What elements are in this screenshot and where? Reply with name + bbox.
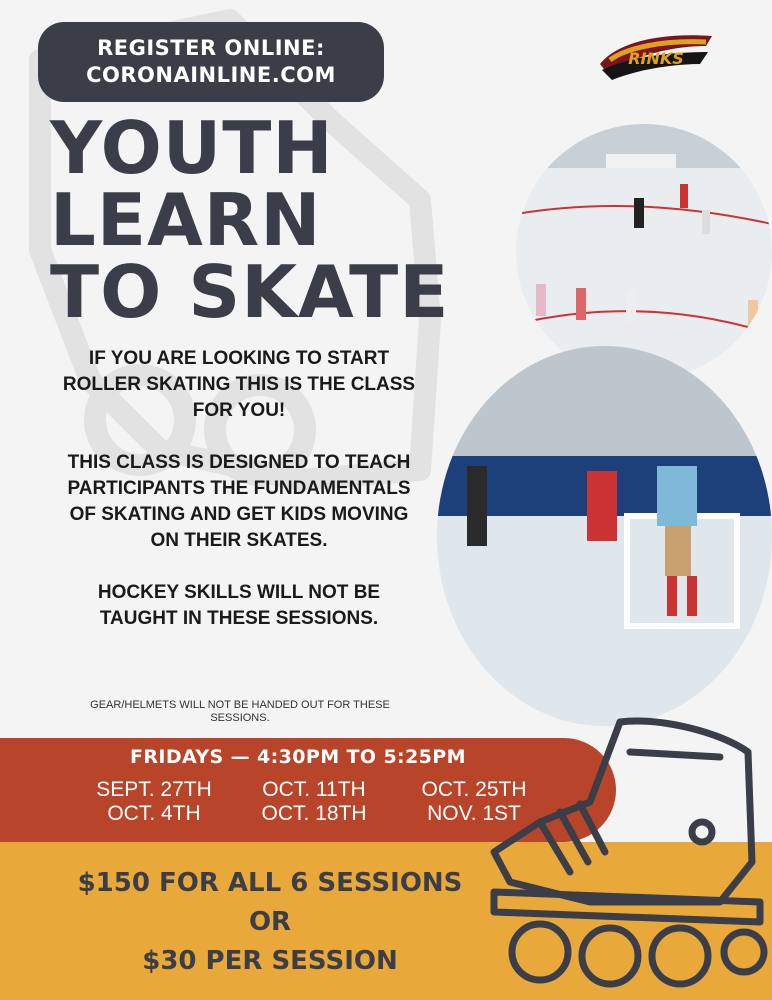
- register-banner[interactable]: [38, 22, 384, 102]
- date-item: OCT. 4TH: [107, 802, 201, 825]
- rink-photo-bottom: [437, 346, 772, 726]
- date-item: SEPT. 27TH: [96, 778, 212, 801]
- intro-paragraph: IF YOU ARE LOOKING TO START ROLLER SKATING THIS IS THE CLASS FOR YOU!: [62, 348, 416, 421]
- title-line-2: LEARN: [50, 178, 322, 262]
- price-or: OR: [248, 907, 292, 937]
- logo-text: RINKS: [628, 49, 684, 68]
- rink-photo-top: [516, 124, 772, 380]
- title-line-3: TO SKATE: [50, 250, 450, 334]
- inline-skate-icon: [470, 712, 772, 1000]
- schedule-heading: FRIDAYS — 4:30PM TO 5:25PM: [130, 746, 466, 768]
- title-line-1: YOUTH: [50, 106, 334, 190]
- date-item: OCT. 11TH: [262, 778, 366, 801]
- date-item: OCT. 25TH: [421, 778, 527, 801]
- class-description: THIS CLASS IS DESIGNED TO TEACH PARTICIPANTS THE FUNDAMENTALS OF SKATING AND GET KIDS MOVING ON THEIR SKATES.: [67, 452, 411, 551]
- page-title: [50, 106, 470, 334]
- date-item: NOV. 1ST: [427, 802, 521, 825]
- date-item: OCT. 18TH: [261, 802, 367, 825]
- gear-notice: GEAR/HELMETS WILL NOT BE HANDED OUT FOR THESE SESSIONS.: [90, 699, 390, 724]
- pricing-text: [40, 864, 500, 981]
- register-url[interactable]: CORONAINLINE.COM: [86, 63, 336, 87]
- register-label: REGISTER ONLINE:: [97, 36, 325, 60]
- description: [58, 346, 420, 632]
- hockey-notice: HOCKEY SKILLS WILL NOT BE TAUGHT IN THESE SESSIONS.: [97, 582, 381, 629]
- price-full: $150 FOR ALL 6 SESSIONS: [77, 868, 463, 898]
- price-per-session: $30 PER SESSION: [142, 946, 398, 976]
- rinks-logo: [596, 24, 716, 84]
